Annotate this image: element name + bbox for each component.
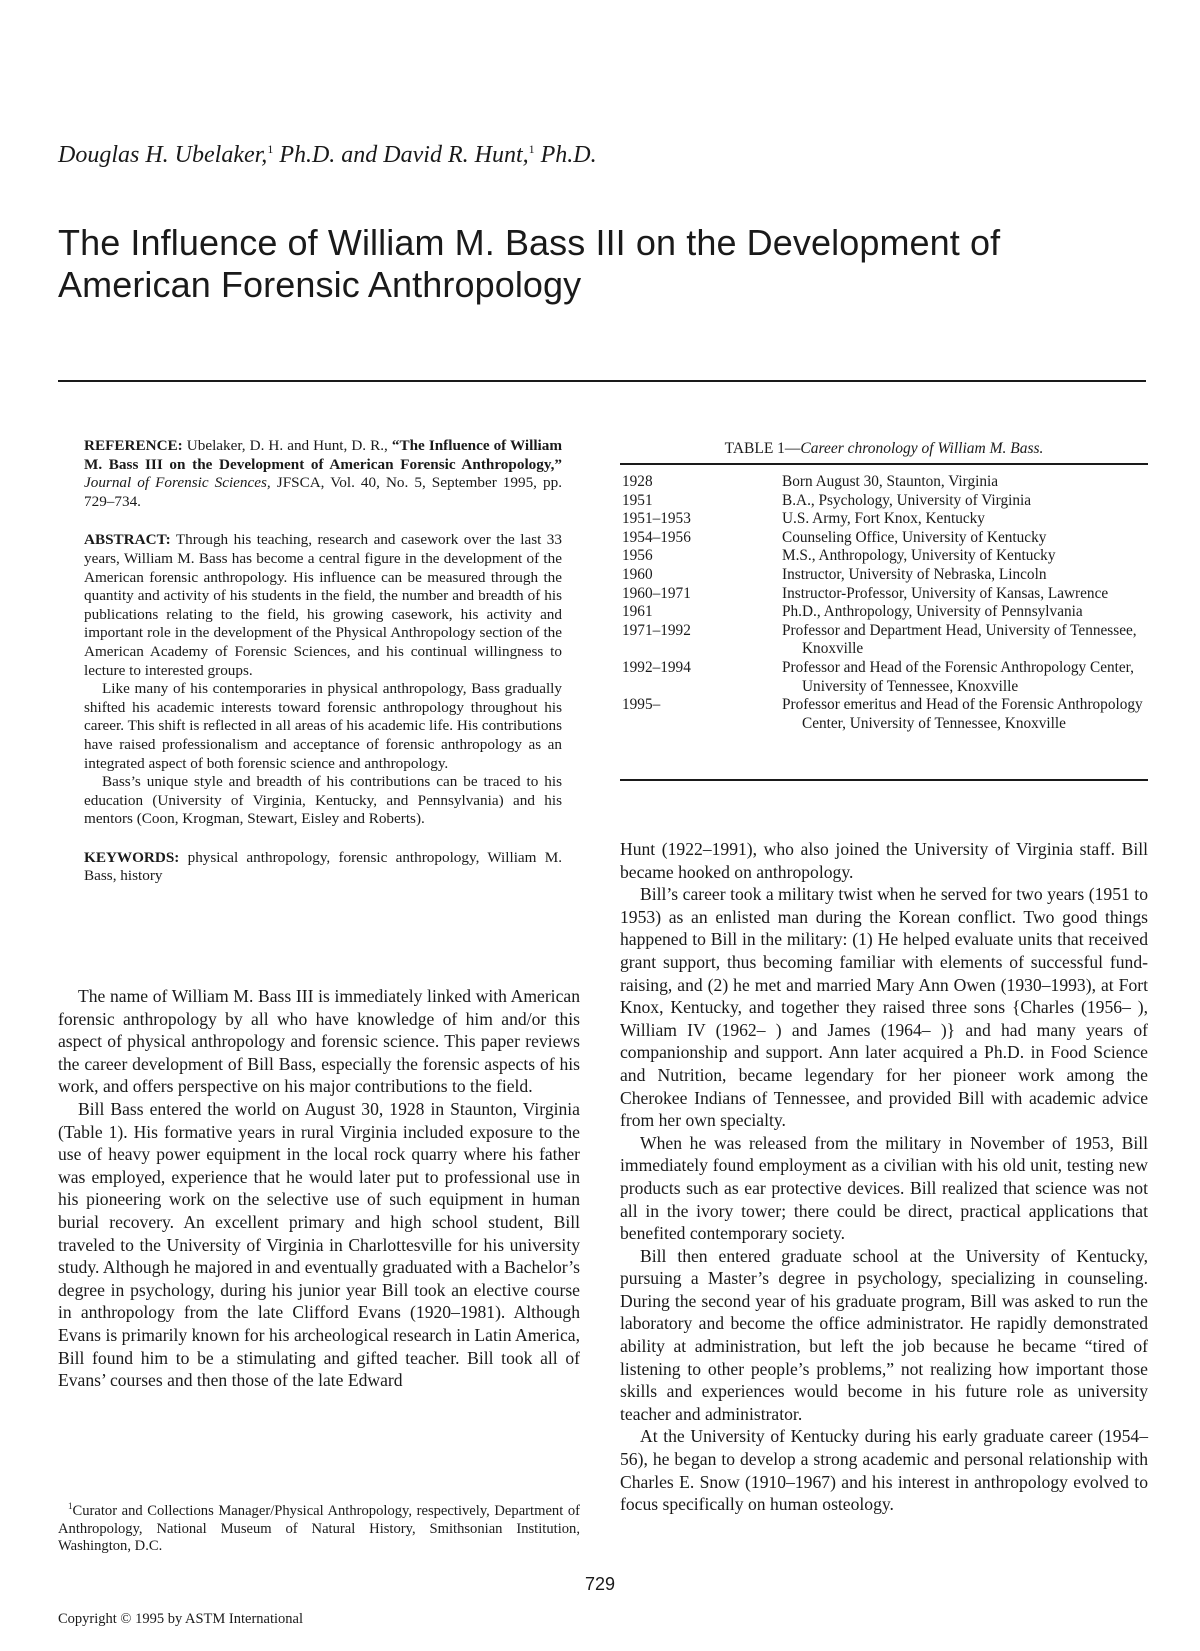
article-title: The Influence of William M. Bass III on the Development of American Forensic Anthropology (58, 222, 1001, 305)
table-event: Professor emeritus and Head of the Forensic Anthropology Center, University of Tennessee, Knoxville (782, 696, 1143, 732)
career-chronology-table (622, 473, 1150, 733)
keywords-text: physical anthropology, forensic anthropology, William M. Bass, history (84, 848, 563, 885)
table-row (622, 696, 1150, 733)
body-paragraph: Bill Bass entered the world on August 30, 1928 in Staunton, Virginia (Table 1). His formative years in rural Virginia included exposure to the use of heavy power equipment in the local rock quarry where his father was employed, experience that he would later put to professional use in his pioneering work on the selective use of such equipment in human burial recovery. An excellent primary and high school student, Bill traveled to the University of Virginia in Charlottesville for his university study. Although he majored in and eventually graduated with a Bachelor’s degree in psychology, during his junior year Bill took an elective course in anthropology from the late Clifford Evans (1920–1981). Although Evans is primarily known for his archeological research in Latin America, Bill found him to be a stimulating and gifted teacher. Bill took all of Evans’ courses and then those of the late Edward (58, 1098, 580, 1391)
table-row (622, 585, 1150, 604)
table-caption-title: Career chronology of William M. Bass. (800, 440, 1044, 457)
table-event: Counseling Office, University of Kentucky (782, 528, 1047, 546)
table-row (622, 529, 1150, 548)
table-year: 1956 (622, 547, 653, 565)
abstract-label: ABSTRACT: (84, 531, 171, 549)
table-caption-prefix: TABLE 1— (724, 440, 801, 457)
table-year: 1928 (622, 473, 653, 490)
reference-title: “The Influence of William M. Bass III on the Development of American Forensic Anthropology,” (84, 437, 563, 473)
body-paragraph: Bill then entered graduate school at the University of Kentucky, pursuing a Master’s degree in psychology, specializing in counseling. During the second year of his graduate program, Bill was asked to run the laboratory and become the office administrator. He rapidly demonstrated ability at administration, but left the job because he became “tired of listening to other people’s problems,” not realizing how important those skills and experiences would become in his future role as university teacher and administrator. (620, 1245, 1148, 1424)
body-column-left (58, 985, 580, 1392)
table-year: 1961 (622, 603, 653, 621)
table-bottom-rule (620, 779, 1148, 781)
keywords-label: KEYWORDS: (84, 848, 180, 866)
copyright-notice: Copyright © 1995 by ASTM International (58, 1611, 304, 1627)
table-event: Ph.D., Anthropology, University of Pennsylvania (782, 603, 1083, 621)
table-year: 1951 (622, 491, 653, 509)
table-event: M.S., Anthropology, University of Kentucky (782, 547, 1056, 565)
abstract-paragraph-2: Like many of his contemporaries in physical anthropology, Bass gradually shifted his academic interests toward forensic anthropology throughout his career. This shift is reflected in all areas of his academic life. His contributions have raised professionalism and acceptance of forensic anthropology as an integrated aspect of both forensic science and anthropology. (84, 680, 562, 772)
table-row (622, 566, 1150, 585)
table-top-rule (620, 463, 1148, 465)
abstract-text-1: Through his teaching, research and casework over the last 33 years, William M. Bass has become a central figure in the development of the American forensic anthropology. His influence can be measured through the quantity and activity of his students in the field, the number and breadth of his publications relating to the field, his growing casework, his activity and important role in the development of the Physical Anthropology section of the American Academy of Forensic Sciences, and his continual willingness to lecture to interested groups. (84, 531, 562, 679)
table-year: 1960 (622, 565, 653, 583)
body-paragraph: At the University of Kentucky during his early graduate career (1954–56), he began to develop a strong academic and personal relationship with Charles E. Snow (1910–1967) and his interest in anthropology evolved to focus specifically on human osteology. (620, 1426, 1148, 1515)
author-degree-2: Ph.D. (540, 142, 597, 168)
page-number: 729 (584, 1574, 616, 1594)
table-event: Born August 30, Staunton, Virginia (782, 473, 999, 490)
table-caption (620, 440, 1148, 458)
abstract-paragraph-3: Bass’s unique style and breadth of his contributions can be traced to his education (University of Virginia, Kentucky, and Pennsylvania) and his mentors (Coon, Krogman, Stewart, Eisley and Roberts). (84, 773, 562, 828)
reference-paragraph (84, 437, 562, 511)
table-event: Instructor, University of Nebraska, Lincoln (782, 565, 1047, 583)
table-event: U.S. Army, Fort Knox, Kentucky (782, 510, 985, 528)
reference-journal: Journal of Forensic Sciences, (84, 474, 271, 492)
table-year: 1992–1994 (622, 658, 691, 676)
body-paragraph: Hunt (1922–1991), who also joined the University of Virginia staff. Bill became hooked on anthropology. (620, 839, 1148, 882)
table-year: 1960–1971 (622, 584, 691, 602)
abstract-block (84, 437, 562, 886)
table-row (622, 622, 1150, 659)
reference-authors: Ubelaker, D. H. and Hunt, D. R., (186, 437, 388, 454)
body-paragraph: Bill’s career took a military twist when he served for two years (1951 to 1953) as an enlisted man during the Korean conflict. Two good things happened to Bill in the military: (1) He helped evaluate units that received grant support, thus becoming familiar with elements of successful fund-raising, and (2) he met and married Mary Ann Owen (1930–1993), at Fort Knox, Kentucky, and together they raised three sons {Charles (1956– ), William IV (1962– ) and James (1964– )} and had many years of companionship and support. Ann later acquired a Ph.D. in Food Science and Nutrition, became legendary for her pioneer work among the Cherokee Indians of Tennessee, and provided Bill with academic advice from her own specialty. (620, 884, 1148, 1131)
author-1-affiliation-mark: 1 (267, 142, 274, 156)
table-row (622, 510, 1150, 529)
table-row (622, 473, 1150, 492)
body-paragraph: When he was released from the military in November of 1953, Bill immediately found employment as a civilian with his old unit, testing new products such as ear protective devices. Bill realized that science was not all in the ivory tower; there could be direct, practical applications that benefited contemporary society. (620, 1132, 1148, 1244)
table-row (622, 603, 1150, 622)
table-event: Instructor-Professor, University of Kansas, Lawrence (782, 584, 1109, 602)
reference-label: REFERENCE: (84, 437, 183, 454)
keywords-paragraph (84, 849, 562, 886)
footnote-mark: 1 (68, 1501, 73, 1511)
table-row (622, 492, 1150, 511)
body-paragraph: The name of William M. Bass III is immediately linked with American forensic anthropology by all who have knowledge of him and/or this aspect of physical anthropology and forensic science. This paper reviews the career development of Bill Bass, especially the forensic aspects of his work, and offers perspective on his major contributions to the field. (58, 986, 580, 1097)
abstract-paragraph-1 (84, 531, 562, 680)
table-event: B.A., Psychology, University of Virginia (782, 491, 1032, 509)
reference-citation: JFSCA, Vol. 40, No. 5, September 1995, pp. 729–734. (84, 474, 563, 510)
table-year: 1954–1956 (622, 528, 691, 546)
table-event: Professor and Head of the Forensic Anthropology Center, University of Tennessee, Knoxville (782, 658, 1134, 695)
table-row (622, 547, 1150, 566)
footnote-text: Curator and Collections Manager/Physical Anthropology, respectively, Department of Anthropology, National Museum of Natural History, Smithsonian Institution, Washington, D.C. (58, 1502, 580, 1555)
table-year: 1971–1992 (622, 621, 691, 639)
table-year: 1995– (622, 696, 661, 714)
header-divider (58, 380, 1146, 382)
table-event: Professor and Department Head, University of Tennessee, Knoxville (782, 621, 1137, 658)
body-column-right (620, 838, 1148, 1516)
author-line (58, 142, 597, 169)
table-row (622, 659, 1150, 696)
author-degree-1: Ph.D. and David R. Hunt, (279, 142, 529, 168)
author-2-affiliation-mark: 1 (528, 142, 535, 156)
table-year: 1951–1953 (622, 510, 691, 528)
author-1: Douglas H. Ubelaker, (58, 142, 268, 168)
footnote (58, 1498, 580, 1556)
